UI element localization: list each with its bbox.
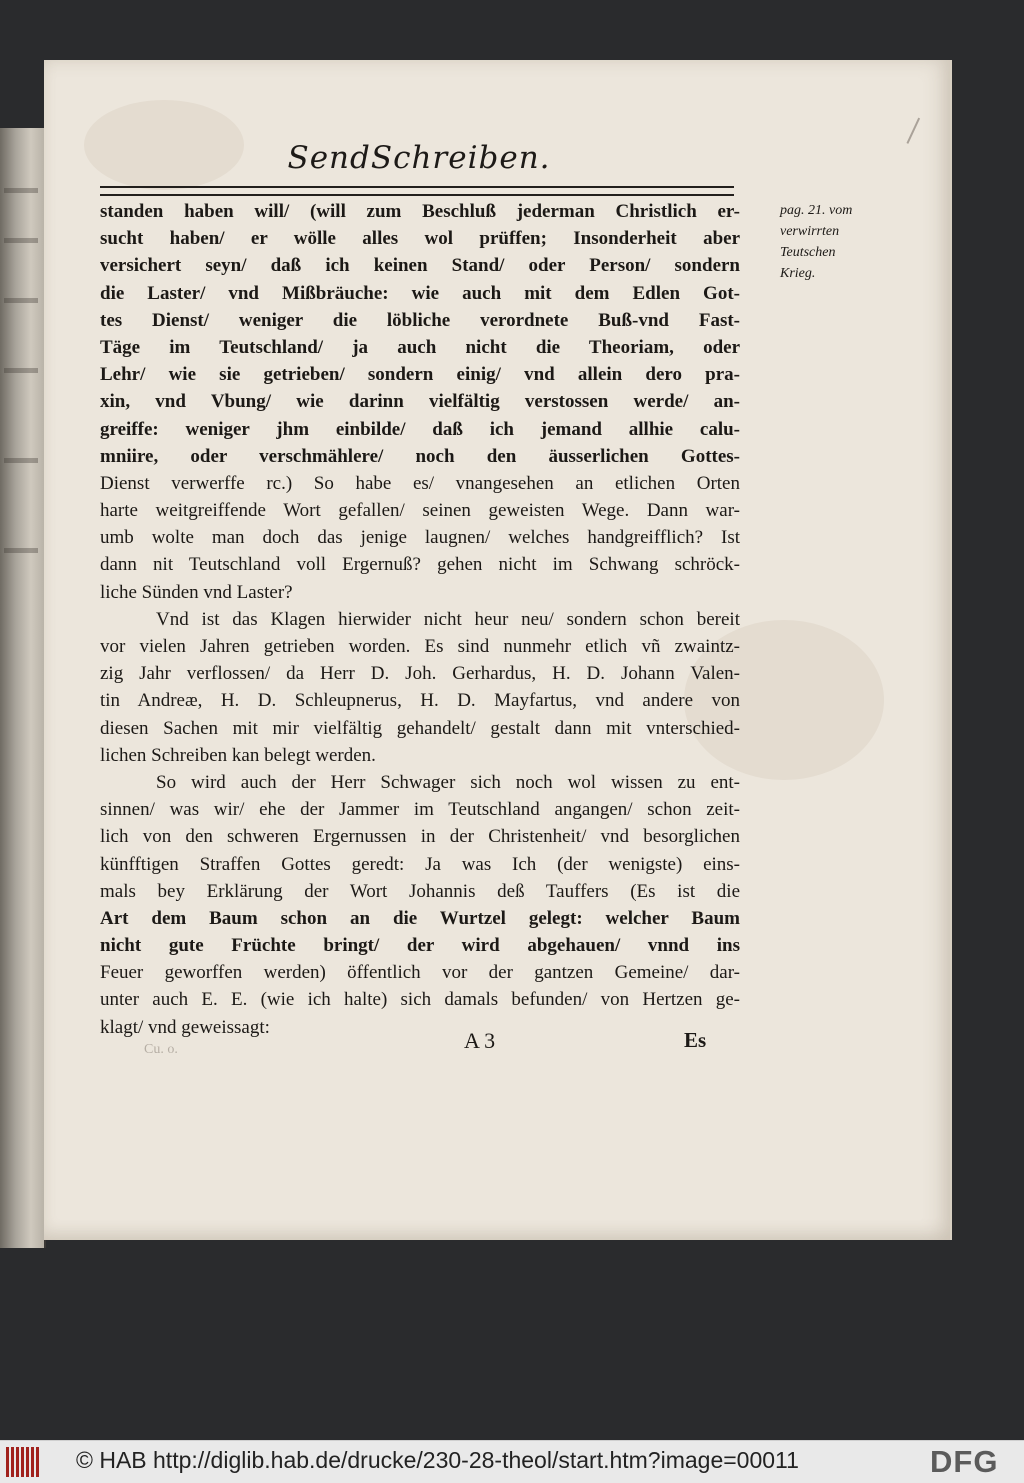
text-line: lichen Schreiben kan belegt werden.: [100, 744, 376, 766]
text-line: Feuer geworffen werden) öffentlich vor der gantzen Gemeine/ dar-: [100, 962, 740, 984]
dfg-logo: DFG: [930, 1444, 999, 1479]
text-line: lich von den schweren Ergernussen in der Christenheit/ vnd besorglichen: [100, 826, 740, 848]
text-line: standen haben will/ (will zum Beschluß jederman Christlich er-: [100, 201, 740, 222]
text-line: Vnd ist das Klagen hierwider nicht heur neu/ sondern schon bereit: [156, 608, 740, 630]
bleed-through-mark: [4, 548, 38, 553]
bleed-through-mark: [4, 188, 38, 193]
marginal-note-line: verwirrten: [780, 224, 840, 239]
copyright-link[interactable]: © HAB http://diglib.hab.de/drucke/230-28-theol/start.htm?image=00011: [76, 1447, 799, 1473]
text-line: mniire, oder verschmählere/ noch den äusserlichen Gottes-: [100, 445, 740, 467]
text-line: die Laster/ vnd Mißbräuche: wie auch mit dem Edlen Got-: [100, 282, 740, 304]
marginal-note-line: pag. 21. vom: [780, 203, 853, 218]
text-line: zig Jahr verflossen/ da Herr D. Joh. Gerhardus, H. D. Johann Valen-: [100, 663, 740, 685]
book-page: [44, 60, 952, 1240]
text-line: sinnen/ was wir/ ehe der Jammer im Teutschland angangen/ schon zeit-: [100, 799, 740, 821]
text-line: unter auch E. E. (wie ich halte) sich damals befunden/ von Hertzen ge-: [100, 989, 740, 1011]
bleed-through-mark: [4, 458, 38, 463]
text-line: tin Andreæ, H. D. Schleupnerus, H. D. Mayfartus, vnd andere von: [100, 690, 740, 712]
text-line: diesen Sachen mit mir vielfältig gehandelt/ gestalt dann mit vnterschied-: [100, 717, 740, 739]
text-line: versichert seyn/ daß ich keinen Stand/ oder Person/ sondern: [100, 255, 740, 277]
running-head: SendSchreiben.: [287, 140, 551, 176]
bleed-through-mark: [4, 368, 38, 373]
text-line: Täge im Teutschland/ ja auch nicht die Theoriam, oder: [100, 336, 740, 358]
text-line: Art dem Baum schon an die Wurtzel gelegt: welcher Baum: [100, 907, 740, 929]
bleed-through-mark: [4, 238, 38, 243]
text-line: dann nit Teutschland voll Ergernuß? gehen nicht im Schwang schröck-: [100, 554, 740, 576]
text-line: tes Dienst/ weniger die löbliche verordnete Buß-vnd Fast-: [100, 309, 740, 331]
pencil-mark: [906, 118, 925, 147]
text-line: greiffe: weniger jhm einbilde/ daß ich jemand allhie calu-: [100, 418, 740, 440]
text-line: nicht gute Früchte bringt/ der wird abgehauen/ vnnd ins: [100, 935, 740, 957]
paper-stain: [84, 100, 244, 190]
text-line: Dienst verwerffe rc.) So habe es/ vnangesehen an etlichen Orten: [100, 472, 740, 494]
text-line: klagt/ vnd geweissagt:: [100, 1016, 270, 1038]
footer-bar: [0, 1440, 1024, 1483]
catchword: Es: [684, 1028, 707, 1052]
marginal-note-line: Teutschen: [780, 245, 836, 260]
body-text: [100, 198, 740, 1041]
text-line: liche Sünden vnd Laster?: [100, 581, 293, 603]
text-line: vor vielen Jahren getrieben worden. Es sind nunmehr etlich vñ zwaintz-: [100, 636, 740, 657]
marginal-note-line: Krieg.: [780, 266, 816, 281]
text-line: künfftigen Straffen Gottes geredt: Ja was Ich (der wenigste) eins-: [100, 853, 740, 875]
text-line: harte weitgreiffende Wort gefallen/ seinen geweisten Wege. Dann war-: [100, 500, 740, 522]
text-line: mals bey Erklärung der Wort Johannis deß Tauffers (Es ist die: [100, 880, 740, 902]
previous-leaf-edge: [0, 128, 46, 1248]
text-line: umb wolte man doch das jenige laugnen/ welches handgreifflich? Ist: [100, 527, 740, 549]
text-line: Lehr/ wie sie getrieben/ sondern einig/ vnd allein dero pra-: [100, 364, 740, 386]
header-rule: [100, 186, 734, 196]
marginal-note: [780, 200, 890, 284]
faint-show-through: Cu. o.: [144, 1042, 178, 1057]
bleed-through-mark: [4, 298, 38, 303]
text-line: xin, vnd Vbung/ wie darinn vielfältig verstossen werde/ an-: [100, 391, 740, 413]
text-line: sucht haben/ er wölle alles wol prüffen; Insonderheit aber: [100, 228, 740, 250]
hab-logo-icon: [6, 1447, 40, 1477]
signature-mark: A 3: [464, 1028, 496, 1053]
text-line: So wird auch der Herr Schwager sich noch wol wissen zu ent-: [156, 771, 740, 793]
